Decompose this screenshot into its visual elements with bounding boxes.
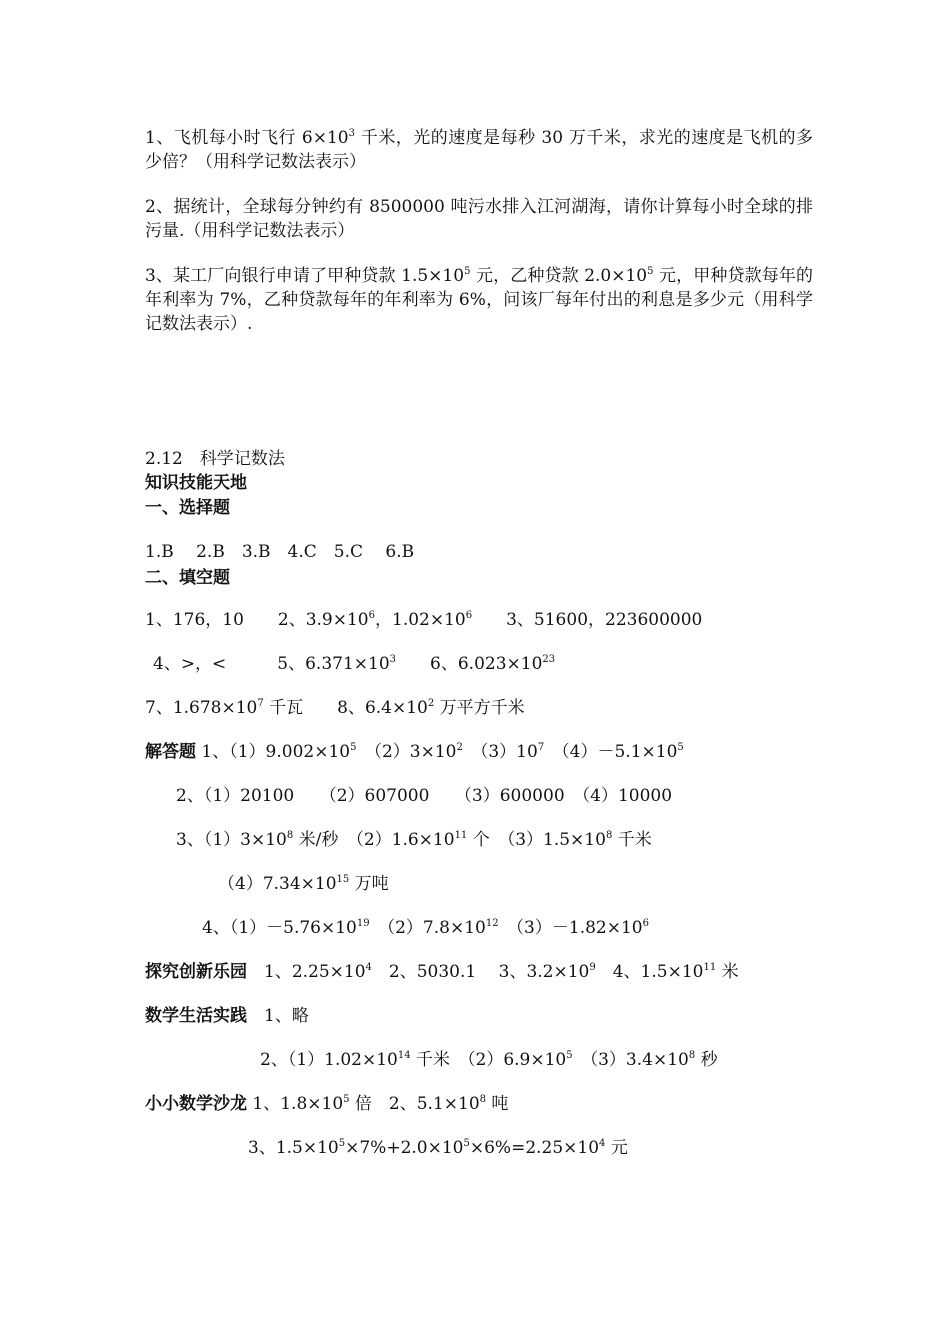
fill-answers-1 [145,608,702,632]
exponent: 5 [566,1050,573,1061]
exponent: 4 [599,1138,606,1149]
choice-answers: 1.B 2.B 3.B 4.C 5.C 6.B [145,542,415,562]
practice-label: 数学生活实践 [145,1006,247,1026]
exponent: 19 [356,918,370,929]
exponent: 15 [336,874,350,885]
answer-text: 1、1.8×10 [247,1094,344,1114]
exponent: 5 [464,266,471,277]
answer-text: 千瓦 8、6.4×10 [263,698,428,718]
answer-text: 2、（1）1.02×10 [260,1050,398,1070]
exponent: 11 [454,830,468,841]
answer-text: 秒 [695,1050,718,1070]
exponent: 8 [479,1094,487,1105]
answer-text: ，1.02×10 [375,610,466,630]
answer-text: 4、1.5×10 [595,962,704,982]
exponent: 5 [677,742,684,753]
exponent: 6 [465,610,473,621]
exponent: 7 [257,698,264,709]
salon-answers-2 [248,1136,628,1160]
salon-answers-1 [145,1092,508,1116]
answer-text: （4）7.34×10 [218,874,337,894]
solve-answers-3 [176,828,652,852]
answer-text: 万吨 [349,874,389,894]
answer-text: 倍 2、5.1×10 [349,1094,480,1114]
answer-text: （4）－5.1×10 [544,742,678,762]
problem-1-text-b: 千米，光的速度是每秒 30 万千米，求光的速度是飞机的多少倍？（用科学记数法表示） [145,128,814,172]
answer-text: 1、2.25×10 [247,962,366,982]
problem-1 [145,126,813,174]
fill-answers-3 [145,696,525,720]
fill-answers-2 [153,652,555,676]
exponent: 23 [542,654,556,665]
problem-3-text-c: 元，甲种贷款每年的年利率为 7%，乙种贷款每年的年利率为 6%，问该厂每年付出的利息是多少元（用科学记数法表示）. [145,266,813,334]
solve-answers-1 [145,740,684,764]
answer-text: 7、1.678×10 [145,698,258,718]
exponent: 14 [397,1050,411,1061]
exponent: 5 [647,266,654,277]
exponent: 8 [286,830,294,841]
answer-text: 6、6.023×10 [396,654,543,674]
answer-text: 千米 [612,830,652,850]
salon-label: 小小数学沙龙 [145,1094,247,1114]
answer-text: （3）3.4×10 [572,1050,689,1070]
exponent: 3 [389,654,397,665]
problem-2: 2、据统计，全球每分钟约有 8500000 吨污水排入江河湖海，请你计算每小时全球的排污量.（用科学记数法表示） [145,197,813,241]
fill-heading: 二、填空题 [145,568,230,588]
exponent: 5 [463,1138,470,1149]
solve-answers-4 [202,916,649,940]
exponent: 11 [703,962,717,973]
answer-text: （2）3×10 [356,742,457,762]
answer-text: 个 （3）1.5×10 [467,830,606,850]
exponent: 7 [537,742,545,753]
answer-text: 元 [605,1138,628,1158]
answer-text: 米 [716,962,739,982]
answer-text: 1、176，10 2、3.9×10 [145,610,369,630]
answer-text: ×6%=2.25×10 [469,1138,600,1158]
answer-text: （3）－1.82×10 [498,918,643,938]
exponent: 8 [688,1050,696,1061]
answer-text: 3、1.5×10 [248,1138,339,1158]
exponent: 6 [368,610,375,621]
exponent: 5 [338,1138,346,1149]
exponent: 4 [365,962,372,973]
answer-text: （2）7.8×10 [369,918,486,938]
answer-text: 4、（1）－5.76×10 [202,918,357,938]
exponent: 5 [343,1094,350,1105]
exponent: 12 [485,918,499,929]
answer-text: 2、5030.1 3、3.2×10 [371,962,590,982]
exponent: 3 [348,128,355,139]
answer-text: 3、51600，223600000 [472,610,703,630]
problem-1-text-a: 1、飞机每小时飞行 6×10 [145,128,349,148]
practice-answers-2 [260,1048,718,1072]
answer-text: 4、>，< 5、6.371×10 [153,654,390,674]
solve-answers-2: 2、（1）20100 （2）607000 （3）600000 （4）10000 [176,786,673,806]
problem-3-text-b: 元，乙种贷款 2.0×10 [470,266,648,286]
explore-label: 探究创新乐园 [145,962,247,982]
exponent: 5 [350,742,357,753]
answer-text: ×7%+2.0×10 [345,1138,464,1158]
choice-heading: 一、选择题 [145,498,230,518]
answer-text: 千米 （2）6.9×10 [410,1050,567,1070]
solve-answers-3b [218,872,389,896]
answer-text: 吨 [486,1094,509,1114]
exponent: 6 [642,918,649,929]
answer-text: （3）10 [462,742,538,762]
practice-answers-1 [145,1004,309,1028]
problem-3 [145,264,813,336]
section-title: 2.12 科学记数法 [145,449,285,469]
answer-text: 1、（1）9.002×10 [196,742,351,762]
answer-text: 3、（1）3×10 [176,830,287,850]
answer-text: 万平方千米 [434,698,525,718]
solve-label: 解答题 [145,742,196,762]
exponent: 2 [427,698,435,709]
knowledge-heading: 知识技能天地 [145,473,247,493]
exponent: 2 [456,742,463,753]
answer-text: 1、略 [247,1006,309,1026]
answer-text: 米/秒 （2）1.6×10 [293,830,455,850]
exponent: 9 [589,962,596,973]
problem-3-text-a: 3、某工厂向银行申请了甲种贷款 1.5×10 [145,266,465,286]
exponent: 8 [605,830,613,841]
explore-answers [145,960,739,984]
